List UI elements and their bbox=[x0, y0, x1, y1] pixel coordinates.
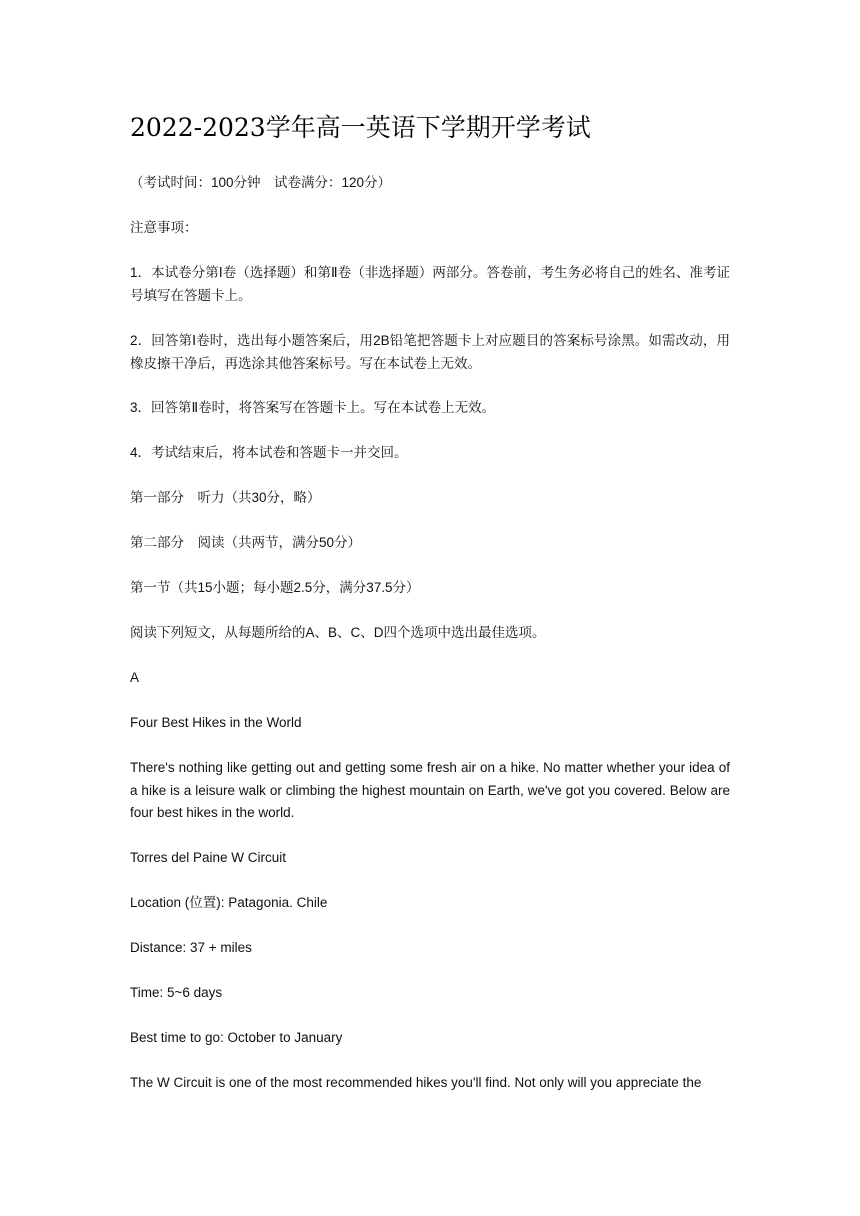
notice-item-3: 3．回答第Ⅱ卷时，将答案写在答题卡上。写在本试卷上无效。 bbox=[130, 400, 496, 415]
page-title: 2022-2023学年高一英语下学期开学考试 bbox=[130, 113, 591, 142]
passage-title: Four Best Hikes in the World bbox=[130, 715, 302, 730]
part-two-heading: 第二部分 阅读（共两节，满分50分） bbox=[130, 535, 362, 550]
hike-distance: Distance: 37 + miles bbox=[130, 940, 252, 955]
notice-heading: 注意事项： bbox=[130, 220, 198, 235]
notice-item-1: 1．本试卷分第Ⅰ卷（选择题）和第Ⅱ卷（非选择题）两部分。答卷前，考生务必将自己的姓名、准考证号填写在答题卡上。 bbox=[130, 265, 730, 303]
hike-name: Torres del Paine W Circuit bbox=[130, 850, 287, 865]
reading-instruction: 阅读下列短文，从每题所给的A、B、C、D四个选项中选出最佳选项。 bbox=[130, 625, 546, 640]
passage-label: A bbox=[130, 670, 140, 685]
hike-best-time: Best time to go: October to January bbox=[130, 1030, 343, 1045]
section-one-heading: 第一节（共15小题；每小题2.5分，满分37.5分） bbox=[130, 580, 420, 595]
hike-description: The W Circuit is one of the most recommended hikes you'll find. Not only will you appreciate the bbox=[130, 1075, 702, 1090]
notice-item-4: 4．考试结束后，将本试卷和答题卡一并交回。 bbox=[130, 445, 408, 460]
exam-page bbox=[130, 0, 730, 1216]
passage-intro: There's nothing like getting out and getting some fresh air on a hike. No matter whether your idea of a hike is a leisure walk or climbing the highest mountain on Earth, we've got you covered. Below are four best hikes in the world. bbox=[130, 760, 730, 820]
notice-item-2: 2．回答第Ⅰ卷时，选出每小题答案后，用2B铅笔把答题卡上对应题目的答案标号涂黑。如需改动，用橡皮擦干净后，再选涂其他答案标号。写在本试卷上无效。 bbox=[130, 333, 730, 371]
exam-info: （考试时间：100分钟 试卷满分：120分） bbox=[130, 175, 392, 190]
hike-time: Time: 5~6 days bbox=[130, 985, 223, 1000]
hike-location: Location (位置): Patagonia. Chile bbox=[130, 895, 328, 910]
part-one-heading: 第一部分 听力（共30分，略） bbox=[130, 490, 321, 505]
